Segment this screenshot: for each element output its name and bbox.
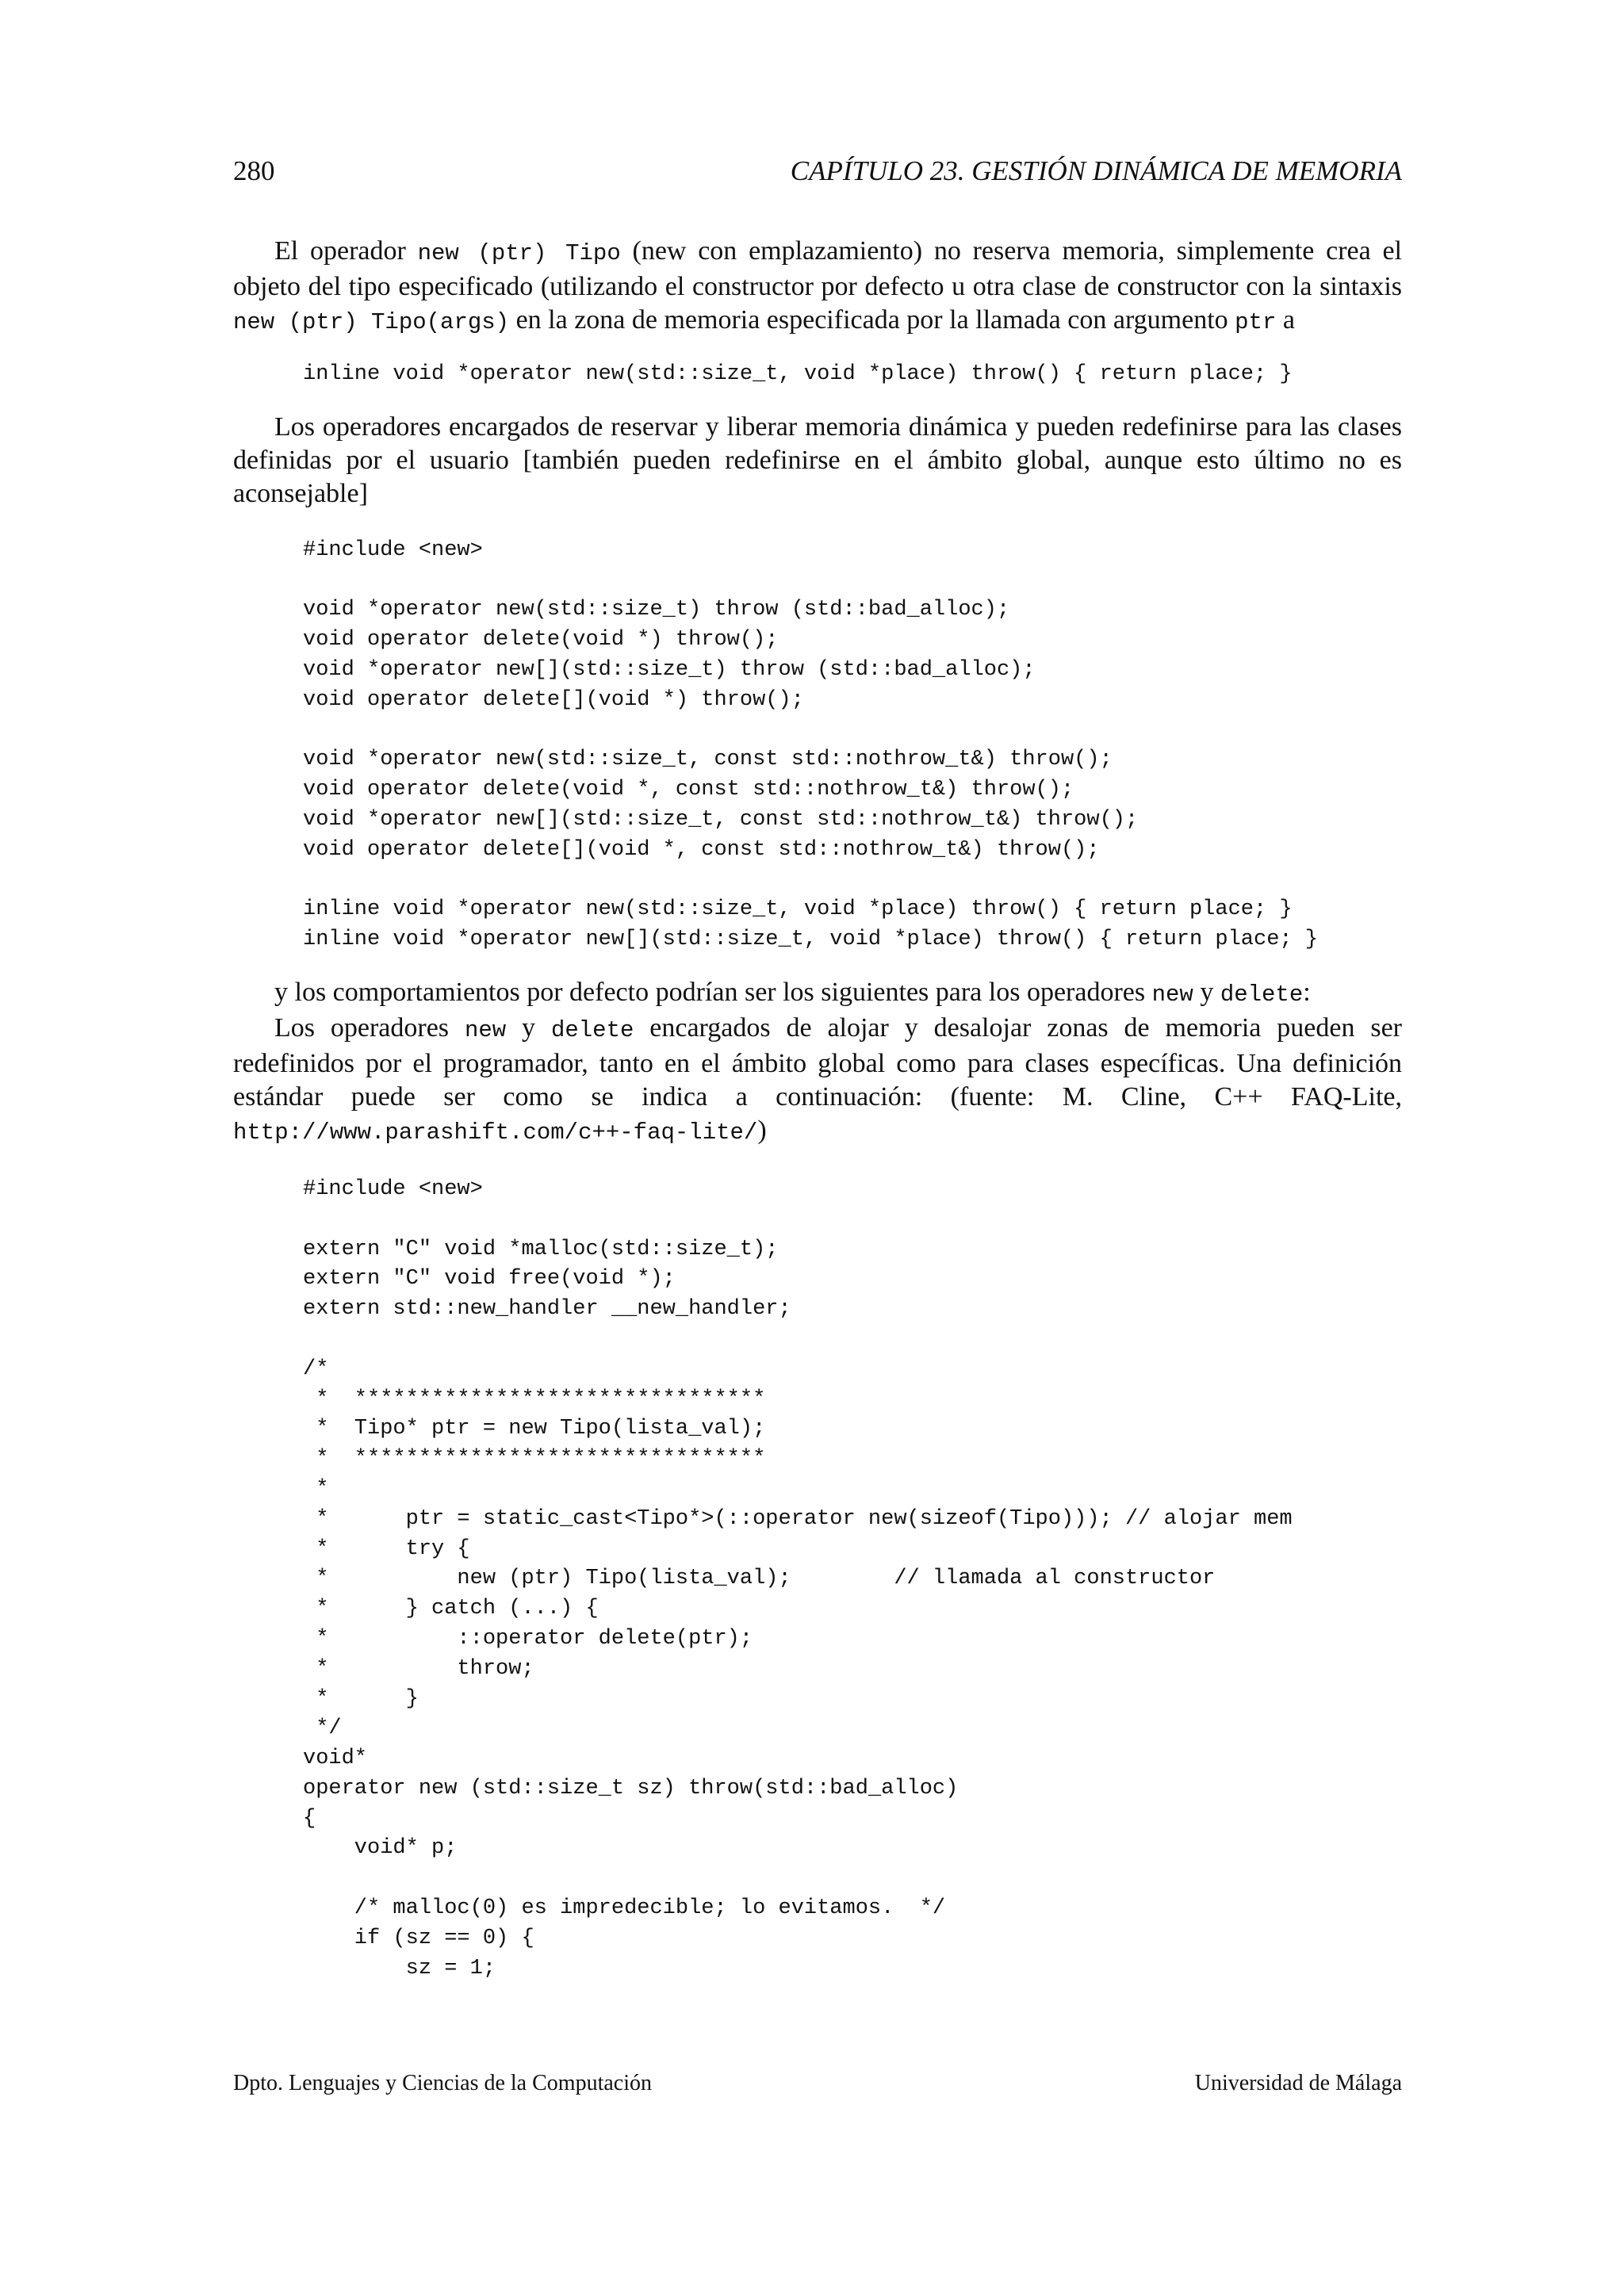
paragraph-text: :	[1303, 977, 1311, 1007]
inline-code: delete	[550, 1016, 634, 1043]
inline-code: new (ptr) Tipo(args)	[233, 309, 510, 335]
page-header	[233, 155, 1402, 195]
code-listing-operator-new-definition: #include <new> extern "C" void *malloc(std::size_t); extern "C" void free(void *); extern std::new_handler __new_handler; /* * ******************************** * Tipo* ptr = new Tipo(lista_val); * ******************************** * * ptr = static_cast<Tipo*>(::operator new(sizeof(Tipo))); // alojar mem * try { * new (ptr) Tipo(lista_val); // llamada al constructor * } catch (...) { * ::operator delete(ptr); * throw; * } */ void* operator new (std::size_t sz) throw(std::bad_alloc) { void* p; /* malloc(0) es impredecible; lo evitamos. */ if (sz == 0) { sz = 1;	[303, 1177, 1293, 1980]
paragraph-text: Los operadores	[274, 1012, 465, 1043]
paragraph-text: y los comportamientos por defecto podrían ser los siguientes para los operadores	[274, 977, 1152, 1007]
code-listing-operator-declarations: #include <new> void *operator new(std::size_t) throw (std::bad_alloc); void operator delete(void *) throw(); void *operator new[](std::size_t) throw (std::bad_alloc); void operator delete[](void *) throw(); void *operator new(std::size_t, const std::nothrow_t&) throw(); void operator delete(void *, const std::nothrow_t&) throw(); void *operator new[](std::size_t, const std::nothrow_t&) throw(); void operator delete[](void *, const std::nothrow_t&) throw(); inline void *operator new(std::size_t, void *place) throw() { return place; } inline void *operator new[](std::size_t, void *place) throw() { return place; }	[303, 538, 1319, 952]
faq-url: http://www.parashift.com/c++-faq-lite/	[233, 1119, 758, 1146]
code-listing-placement-new: inline void *operator new(std::size_t, void *place) throw() { return place; }	[303, 362, 1293, 386]
paragraph-text: El operador	[274, 236, 418, 266]
paragraph-text: y	[1193, 977, 1220, 1007]
paragraph-redefine-operators: Los operadores encargados de reservar y liberar memoria dinámica y pueden redefinirse para las clases definidas por el usuario [también pueden redefinirse en el ámbito global, aunque esto último no es aconsejable]	[233, 411, 1402, 508]
page-body	[233, 235, 1402, 1984]
paragraph-text: en la zona de memoria especificada por la llamada con argumento	[509, 305, 1235, 335]
paragraph-new-placement	[233, 235, 1402, 339]
paragraph-default-behaviour	[233, 976, 1402, 1012]
paragraph-text: (new con emplazamiento) no reserva memoria, simplemente crea el objeto del tipo especificado (utilizando el constructor por defecto u otra clase de constructor con la sintaxis	[233, 236, 1402, 301]
paragraph-text: encargados de alojar y desalojar zonas de memoria pueden ser redefinidos por el programador, tanto en el ámbito global como para clases específicas. Una definición estándar puede ser como se indica a continuación: (fuente: M. Cline, C++ FAQ-Lite,	[233, 1012, 1402, 1112]
page-number: 280	[233, 155, 275, 186]
footer-department: Dpto. Lenguajes y Ciencias de la Computación	[233, 2071, 652, 2095]
inline-code: delete	[1220, 981, 1304, 1008]
inline-code: new	[1151, 981, 1193, 1008]
footer-university: Universidad de Málaga	[1194, 2071, 1402, 2095]
inline-code: new (ptr) Tipo	[417, 240, 621, 266]
running-title: CAPÍTULO 23. GESTIÓN DINÁMICA DE MEMORIA	[790, 155, 1402, 186]
paragraph-standard-definition	[233, 1012, 1402, 1150]
paragraph-text: a	[1276, 305, 1295, 335]
page-footer	[233, 2071, 1402, 2103]
paragraph-text: )	[757, 1115, 767, 1145]
inline-code: ptr	[1235, 309, 1277, 335]
paragraph-text: y	[506, 1012, 551, 1043]
inline-code: new	[464, 1016, 507, 1043]
